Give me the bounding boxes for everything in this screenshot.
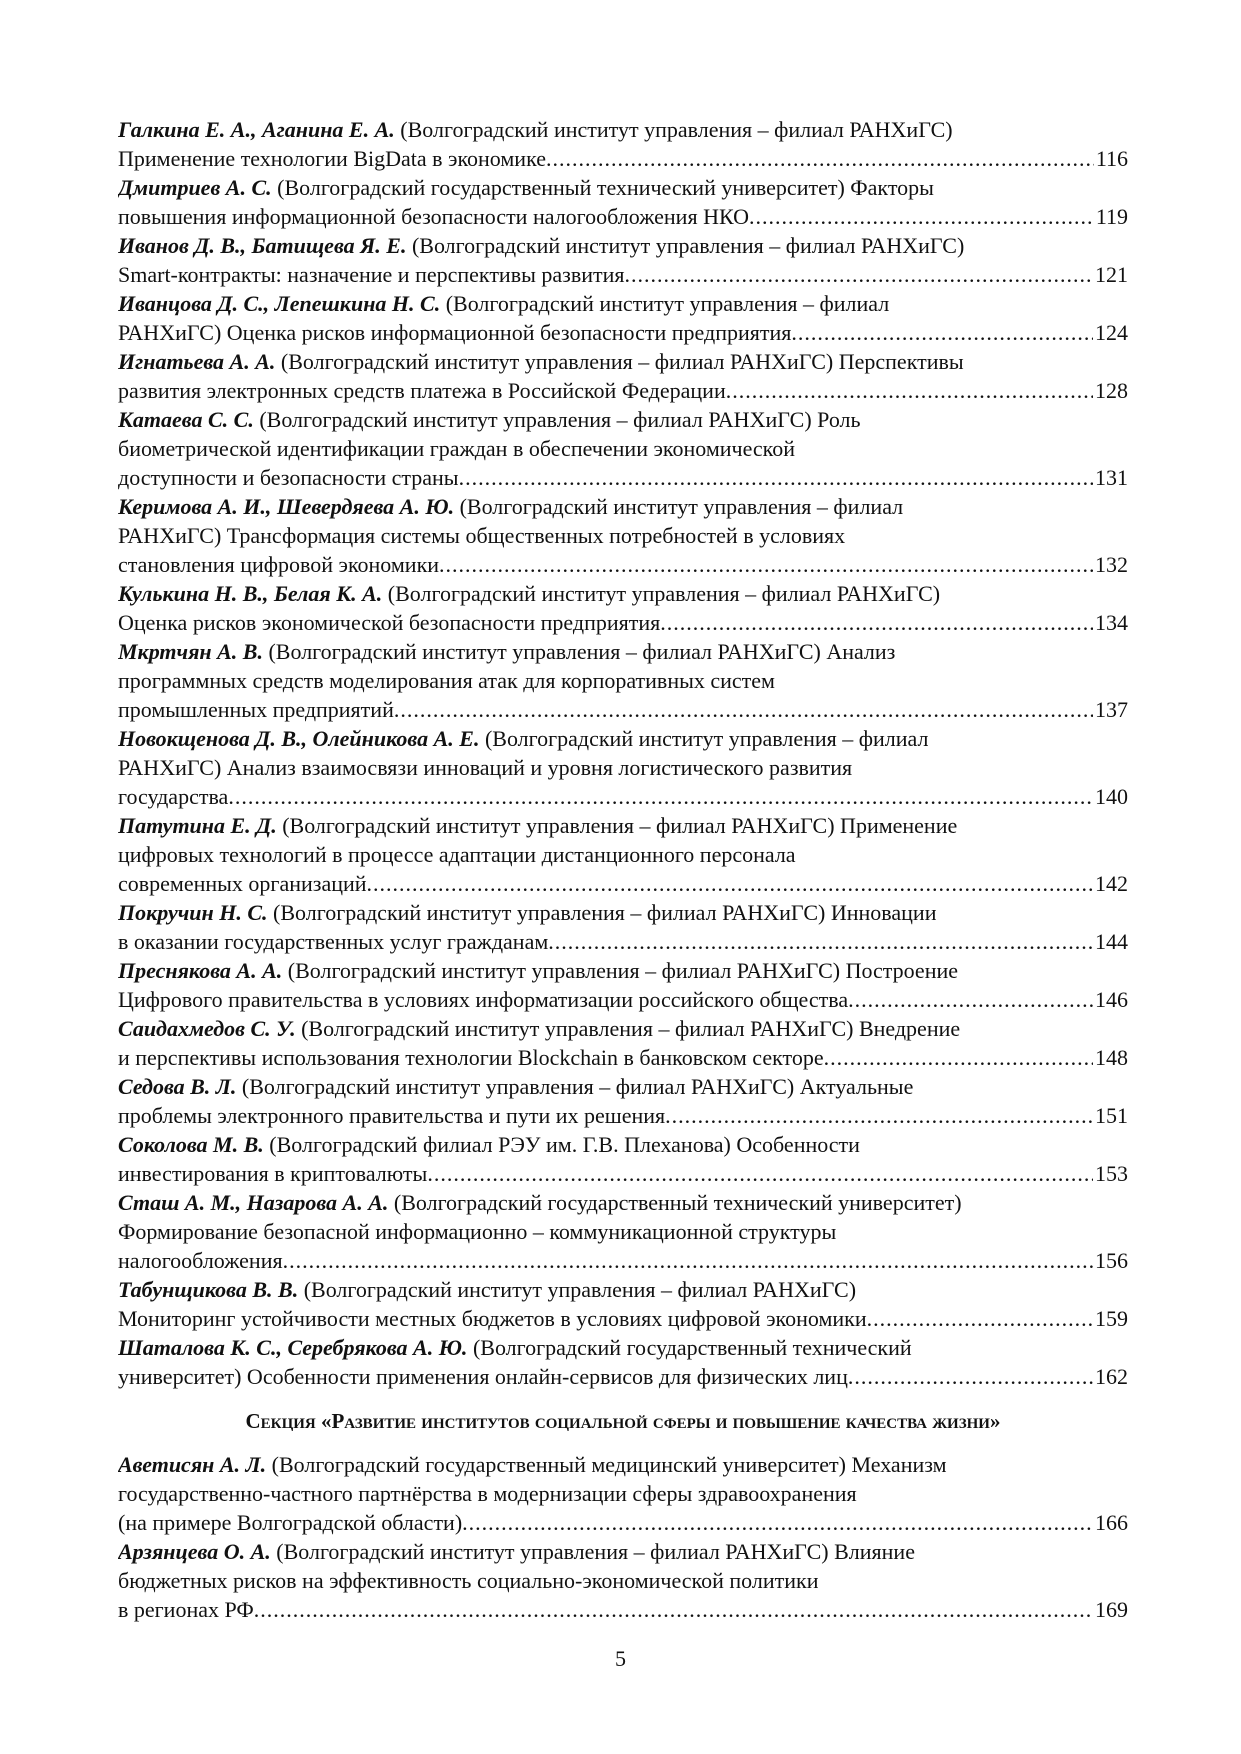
toc-entry-text bbox=[118, 1043, 824, 1072]
toc-entry-page: 124 bbox=[1095, 320, 1128, 345]
toc-entry-title-segment: Оценка рисков экономической безопасности предприятия bbox=[118, 610, 661, 635]
toc-entry-title-segment: (Волгоградский институт управления – филиал РАНХиГС) Инновации bbox=[273, 900, 937, 925]
toc-entry-line bbox=[118, 840, 1128, 869]
toc-entry-line bbox=[118, 1450, 1128, 1479]
toc-entry-text bbox=[118, 869, 367, 898]
toc-entry-text bbox=[118, 1159, 427, 1188]
toc-entry[interactable] bbox=[118, 1275, 1128, 1333]
toc-entry-text bbox=[118, 1508, 462, 1537]
toc-entry-title-segment: Формирование безопасной информационно – коммуникационной структуры bbox=[118, 1219, 837, 1244]
toc-entry[interactable] bbox=[118, 1537, 1128, 1624]
toc-entry-authors: Иванцова Д. С., Лепешкина Н. С. bbox=[118, 291, 441, 316]
toc-entry[interactable] bbox=[118, 1130, 1128, 1188]
dot-leader bbox=[546, 144, 1094, 173]
toc-entry-title-segment: (Волгоградский государственный медицинский университет) Механизм bbox=[271, 1452, 947, 1477]
toc-entry-line bbox=[118, 985, 1128, 1014]
toc-entry-line bbox=[118, 579, 1128, 608]
toc-entry-text bbox=[118, 1595, 254, 1624]
toc-entry-text bbox=[118, 782, 228, 811]
toc-entry-title-segment: (Волгоградский институт управления – филиал РАНХиГС) bbox=[303, 1277, 857, 1302]
toc-entry[interactable] bbox=[118, 637, 1128, 724]
toc-entry-page: 166 bbox=[1095, 1510, 1128, 1535]
toc-entry-line bbox=[118, 1508, 1128, 1537]
toc-entry-title-segment: (на примере Волгоградской области) bbox=[118, 1510, 463, 1535]
toc-entry[interactable] bbox=[118, 1072, 1128, 1130]
toc-entry-line bbox=[118, 1595, 1128, 1624]
dot-leader bbox=[867, 1304, 1093, 1333]
toc-entry-text bbox=[118, 144, 546, 173]
toc-entry-line bbox=[118, 927, 1128, 956]
toc-entry-title-segment: проблемы электронного правительства и пути их решения bbox=[118, 1103, 666, 1128]
toc-entry-line bbox=[118, 782, 1128, 811]
dot-leader bbox=[439, 550, 1093, 579]
dot-leader bbox=[791, 318, 1093, 347]
toc-entry-title-segment: бюджетных рисков на эффективность социально-экономической политики bbox=[118, 1568, 819, 1593]
toc-entry-page: 121 bbox=[1095, 262, 1128, 287]
toc-entry[interactable] bbox=[118, 231, 1128, 289]
toc-entry-title-segment: (Волгоградский институт управления – филиал РАНХиГС) Влияние bbox=[276, 1539, 915, 1564]
toc-entry-line bbox=[118, 869, 1128, 898]
toc-entry-title-segment: (Волгоградский институт управления – филиал РАНХиГС) bbox=[400, 117, 953, 142]
toc-entry-line bbox=[118, 1246, 1128, 1275]
toc-entry-title-segment: (Волгоградский институт управления – филиал РАНХиГС) Роль bbox=[259, 407, 861, 432]
toc-entry-line bbox=[118, 1130, 1128, 1159]
toc-entry[interactable] bbox=[118, 956, 1128, 1014]
toc-entry-title-segment: (Волгоградский государственный технический университет) Факторы bbox=[277, 175, 934, 200]
toc-entry-line bbox=[118, 1101, 1128, 1130]
toc-entry-line bbox=[118, 347, 1128, 376]
toc-entry-text bbox=[118, 1101, 665, 1130]
toc-entry-text bbox=[118, 1362, 848, 1391]
toc-entry-authors: Табунщикова В. В. bbox=[118, 1277, 299, 1302]
dot-leader bbox=[824, 1043, 1093, 1072]
toc-entry-title-segment: (Волгоградский государственный технический bbox=[472, 1335, 912, 1360]
toc-entry-title-segment: (Волгоградский институт управления – филиал РАНХиГС) Построение bbox=[287, 958, 959, 983]
toc-entry-line bbox=[118, 463, 1128, 492]
toc-entry[interactable] bbox=[118, 1188, 1128, 1275]
toc-entry-page: 159 bbox=[1095, 1306, 1128, 1331]
toc-entry-title-segment: (Волгоградский институт управления – филиал РАНХиГС) Перспективы bbox=[280, 349, 964, 374]
toc-entry-title-segment: РАНХиГС) Анализ взаимосвязи инноваций и уровня логистического развития bbox=[118, 755, 853, 780]
toc-entry-title-segment: (Волгоградский институт управления – филиал РАНХиГС) Применение bbox=[282, 813, 958, 838]
toc-entry-text bbox=[118, 260, 625, 289]
toc-entry-title-segment: университет) Особенности применения онлайн-сервисов для физических лиц bbox=[118, 1364, 848, 1389]
toc-entry-authors: Дмитриев А. С. bbox=[118, 175, 272, 200]
toc-entry-text bbox=[118, 550, 439, 579]
toc-entry-authors: Иванов Д. В., Батищева Я. Е. bbox=[118, 233, 407, 258]
toc-entry[interactable] bbox=[118, 347, 1128, 405]
toc-entry-authors: Катаева С. С. bbox=[118, 407, 254, 432]
toc-entry-page: 144 bbox=[1095, 929, 1128, 954]
toc-entry-line bbox=[118, 405, 1128, 434]
toc-entry-line bbox=[118, 376, 1128, 405]
toc-entry-line bbox=[118, 956, 1128, 985]
toc-entry-title-segment: развития электронных средств платежа в Российской Федерации bbox=[118, 378, 726, 403]
toc-entry[interactable] bbox=[118, 579, 1128, 637]
toc-entry-authors: Галкина Е. А., Аганина Е. А. bbox=[118, 117, 395, 142]
toc-entry-title-segment: (Волгоградский институт управления – филиал РАНХиГС) Анализ bbox=[268, 639, 896, 664]
toc-entry-title-segment: инвестирования в криптовалюты bbox=[118, 1161, 428, 1186]
toc-entry-page: 156 bbox=[1095, 1248, 1128, 1273]
toc-entry-text bbox=[118, 608, 660, 637]
toc-entry-page: 132 bbox=[1095, 552, 1128, 577]
toc-entry-title-segment: программных средств моделирования атак для корпоративных систем bbox=[118, 668, 775, 693]
toc-entry-title-segment: (Волгоградский институт управления – филиал bbox=[445, 291, 890, 316]
toc-entry-authors: Аветисян А. Л. bbox=[118, 1452, 267, 1477]
toc-entry-text bbox=[118, 927, 548, 956]
toc-entry-line bbox=[118, 811, 1128, 840]
toc-entry-line bbox=[118, 753, 1128, 782]
toc-entry-line bbox=[118, 173, 1128, 202]
toc-entry-authors: Седова В. Л. bbox=[118, 1074, 237, 1099]
dot-leader bbox=[427, 1159, 1093, 1188]
dot-leader bbox=[848, 1362, 1093, 1391]
toc-entry-page: 162 bbox=[1095, 1364, 1128, 1389]
toc-entry-page: 116 bbox=[1095, 146, 1128, 171]
toc-entry-page: 134 bbox=[1095, 610, 1128, 635]
toc-entry-text bbox=[118, 202, 749, 231]
toc-entries-part2 bbox=[118, 1450, 1128, 1624]
toc-entry-authors: Патутина Е. Д. bbox=[118, 813, 277, 838]
toc-entry[interactable] bbox=[118, 898, 1128, 956]
toc-entry-line bbox=[118, 1188, 1128, 1217]
toc-entry[interactable] bbox=[118, 724, 1128, 811]
toc-entry-line bbox=[118, 1537, 1128, 1566]
section-heading: Секция «Развитие институтов социальной сферы и повышение качества жизни» bbox=[245, 1409, 1001, 1433]
toc-entry[interactable] bbox=[118, 492, 1128, 579]
toc-entry[interactable] bbox=[118, 173, 1128, 231]
toc-entry[interactable] bbox=[118, 1014, 1128, 1072]
dot-leader bbox=[462, 1508, 1093, 1537]
toc-entry-line bbox=[118, 318, 1128, 347]
toc-entry-text bbox=[118, 1304, 867, 1333]
toc-entry-page: 151 bbox=[1095, 1103, 1128, 1128]
toc-entry-page: 140 bbox=[1095, 784, 1128, 809]
toc-entry-title-segment: биометрической идентификации граждан в обеспечении экономической bbox=[118, 436, 796, 461]
dot-leader bbox=[394, 695, 1093, 724]
toc-entry-title-segment: современных организаций bbox=[118, 871, 367, 896]
toc-entry-title-segment: РАНХиГС) Трансформация системы общественных потребностей в условиях bbox=[118, 523, 846, 548]
toc-entry-line bbox=[118, 1072, 1128, 1101]
toc-entry-line bbox=[118, 1333, 1128, 1362]
toc-entry-line bbox=[118, 521, 1128, 550]
toc-entry-title-segment: и перспективы использования технологии Blockchain в банковском секторе bbox=[118, 1045, 824, 1070]
toc-entry-title-segment: доступности и безопасности страны bbox=[118, 465, 459, 490]
toc-entry-authors: Шаталова К. С., Серебрякова А. Ю. bbox=[118, 1335, 468, 1360]
toc-entry-authors: Соколова М. В. bbox=[118, 1132, 264, 1157]
dot-leader bbox=[726, 376, 1093, 405]
toc-entry-page: 169 bbox=[1095, 1597, 1128, 1622]
toc-entry-authors: Покручин Н. С. bbox=[118, 900, 268, 925]
toc-entry-page: 148 bbox=[1095, 1045, 1128, 1070]
dot-leader bbox=[749, 202, 1094, 231]
toc-entry-authors: Новокщенова Д. В., Олейникова А. Е. bbox=[118, 726, 480, 751]
toc-entry-title-segment: Применение технологии BigData в экономике bbox=[118, 146, 546, 171]
dot-leader bbox=[548, 927, 1093, 956]
dot-leader bbox=[665, 1101, 1093, 1130]
toc-entry-title-segment: в оказании государственных услуг гражданам bbox=[118, 929, 549, 954]
toc-entry-line bbox=[118, 695, 1128, 724]
dot-leader bbox=[660, 608, 1093, 637]
toc-entry-title-segment: государства bbox=[118, 784, 229, 809]
toc-entry-line bbox=[118, 1304, 1128, 1333]
toc-entry-authors: Арзянцева О. А. bbox=[118, 1539, 271, 1564]
toc-entry-title-segment: становления цифровой экономики bbox=[118, 552, 440, 577]
toc-entry-line bbox=[118, 1275, 1128, 1304]
toc-entry[interactable] bbox=[118, 811, 1128, 898]
toc-entry-text bbox=[118, 1246, 283, 1275]
toc-entry-authors: Игнатьева А. А. bbox=[118, 349, 276, 374]
page-number: 5 bbox=[615, 1646, 626, 1671]
toc-entry-line bbox=[118, 637, 1128, 666]
toc-entry-text bbox=[118, 376, 726, 405]
toc-entry-title-segment: Цифрового правительства в условиях информатизации российского общества bbox=[118, 987, 849, 1012]
toc-entry-title-segment: повышения информационной безопасности налогообложения НКО bbox=[118, 204, 749, 229]
toc-entry-line bbox=[118, 1014, 1128, 1043]
toc-entry-authors: Кулькина Н. В., Белая К. А. bbox=[118, 581, 383, 606]
toc-entry-page: 119 bbox=[1095, 204, 1128, 229]
toc-entry-title-segment: цифровых технологий в процессе адаптации дистанционного персонала bbox=[118, 842, 796, 867]
toc-entry-text bbox=[118, 318, 791, 347]
toc-entry-title-segment: налогообложения bbox=[118, 1248, 283, 1273]
toc-entry-title-segment: (Волгоградский институт управления – филиал bbox=[459, 494, 904, 519]
toc-entry-page: 131 bbox=[1095, 465, 1128, 490]
toc-entry[interactable] bbox=[118, 1333, 1128, 1391]
dot-leader bbox=[848, 985, 1093, 1014]
toc-entry[interactable] bbox=[118, 289, 1128, 347]
toc-entries-part1 bbox=[118, 115, 1128, 1391]
toc-entry-title-segment: РАНХиГС) Оценка рисков информационной безопасности предприятия bbox=[118, 320, 792, 345]
toc-entry-title-segment: Smart-контракты: назначение и перспективы развития bbox=[118, 262, 625, 287]
toc-entry-line bbox=[118, 724, 1128, 753]
dot-leader bbox=[459, 463, 1093, 492]
toc-entry-text bbox=[118, 985, 848, 1014]
toc-entry[interactable] bbox=[118, 405, 1128, 492]
dot-leader bbox=[283, 1246, 1093, 1275]
toc-entry-title-segment: промышленных предприятий bbox=[118, 697, 394, 722]
toc-entry-page: 128 bbox=[1095, 378, 1128, 403]
toc-entry[interactable] bbox=[118, 115, 1128, 173]
dot-leader bbox=[367, 869, 1093, 898]
toc-entry-line bbox=[118, 1479, 1128, 1508]
table-of-contents bbox=[118, 115, 1128, 1624]
toc-entry-authors: Преснякова А. А. bbox=[118, 958, 283, 983]
toc-entry-authors: Сташ А. М., Назарова А. А. bbox=[118, 1190, 389, 1215]
toc-entry-line bbox=[118, 231, 1128, 260]
toc-entry-authors: Саидахмедов С. У. bbox=[118, 1016, 296, 1041]
toc-entry-title-segment: (Волгоградский институт управления – филиал РАНХиГС) bbox=[387, 581, 941, 606]
toc-entry-title-segment: Мониторинг устойчивости местных бюджетов в условиях цифровой экономики bbox=[118, 1306, 867, 1331]
toc-entry-line bbox=[118, 898, 1128, 927]
toc-entry-line bbox=[118, 608, 1128, 637]
dot-leader bbox=[625, 260, 1094, 289]
toc-entry-line bbox=[118, 1043, 1128, 1072]
toc-entry-page: 142 bbox=[1095, 871, 1128, 896]
toc-entry-line bbox=[118, 144, 1128, 173]
toc-entry-text bbox=[118, 463, 459, 492]
toc-entry-line bbox=[118, 1159, 1128, 1188]
toc-entry-line bbox=[118, 550, 1128, 579]
toc-entry-line bbox=[118, 666, 1128, 695]
toc-entry-title-segment: (Волгоградский институт управления – филиал bbox=[484, 726, 929, 751]
toc-entry-title-segment: (Волгоградский институт управления – филиал РАНХиГС) Внедрение bbox=[301, 1016, 961, 1041]
toc-entry-line bbox=[118, 289, 1128, 318]
toc-entry-line bbox=[118, 434, 1128, 463]
toc-entry-line bbox=[118, 1217, 1128, 1246]
toc-entry-line bbox=[118, 202, 1128, 231]
toc-entry-text bbox=[118, 695, 394, 724]
toc-entry-authors: Мкртчян А. В. bbox=[118, 639, 263, 664]
toc-entry-title-segment: (Волгоградский государственный технический университет) bbox=[393, 1190, 962, 1215]
toc-entry-line bbox=[118, 492, 1128, 521]
toc-entry-title-segment: (Волгоградский институт управления – филиал РАНХиГС) bbox=[411, 233, 965, 258]
toc-entry-page: 146 bbox=[1095, 987, 1128, 1012]
dot-leader bbox=[254, 1595, 1093, 1624]
dot-leader bbox=[228, 782, 1093, 811]
toc-entry-title-segment: (Волгоградский филиал РЭУ им. Г.В. Плеханова) Особенности bbox=[269, 1132, 860, 1157]
toc-entry-line bbox=[118, 1566, 1128, 1595]
toc-entry-line bbox=[118, 1362, 1128, 1391]
toc-entry-title-segment: государственно-частного партнёрства в модернизации сферы здравоохранения bbox=[118, 1481, 857, 1506]
toc-entry-title-segment: в регионах РФ bbox=[118, 1597, 254, 1622]
toc-entry-line bbox=[118, 260, 1128, 289]
toc-entry-page: 153 bbox=[1095, 1161, 1128, 1186]
toc-entry-line bbox=[118, 115, 1128, 144]
toc-entry-authors: Керимова А. И., Шевердяева А. Ю. bbox=[118, 494, 455, 519]
toc-entry-title-segment: (Волгоградский институт управления – филиал РАНХиГС) Актуальные bbox=[241, 1074, 914, 1099]
toc-entry-page: 137 bbox=[1095, 697, 1128, 722]
toc-entry[interactable] bbox=[118, 1450, 1128, 1537]
